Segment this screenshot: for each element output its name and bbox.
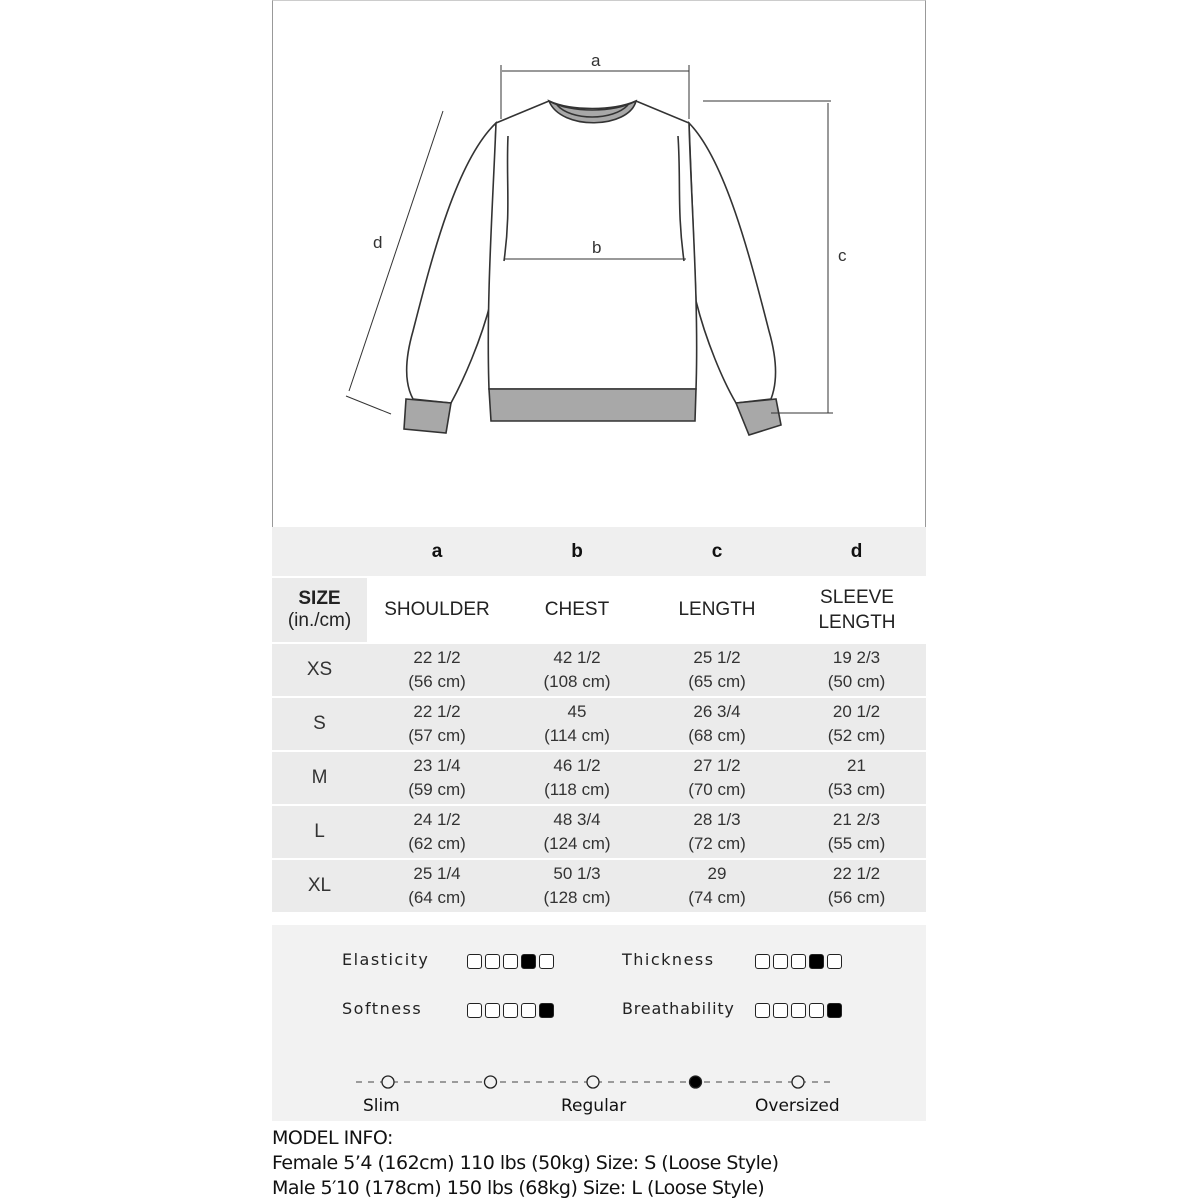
cm-value: (59 cm) xyxy=(408,780,466,799)
col-sleeve-length: SLEEVE LENGTH xyxy=(818,587,896,633)
cm-value: (52 cm) xyxy=(827,726,886,745)
fit-label-slim: Slim xyxy=(363,1096,400,1116)
letter-c: c xyxy=(711,540,723,562)
measure-cell xyxy=(787,644,926,696)
measure-cell xyxy=(647,860,787,912)
measure-cell xyxy=(647,644,787,696)
attr-label-elasticity: Elasticity xyxy=(342,950,430,969)
fit-point xyxy=(382,1076,394,1088)
fit-label-oversized: Oversized xyxy=(755,1096,840,1116)
col-chest: CHEST xyxy=(544,599,610,620)
cm-value: (72 cm) xyxy=(688,834,746,853)
rating-elasticity xyxy=(467,954,554,969)
inch-value: 46 1/2 xyxy=(553,756,601,775)
cm-value: (128 cm) xyxy=(543,888,611,907)
inch-value: 24 1/2 xyxy=(413,810,461,829)
model-info-male: Male 5′10 (178cm) 150 lbs (68kg) Size: L (Loose Style) xyxy=(272,1177,765,1199)
sweater-diagram xyxy=(272,0,926,527)
rating-box-empty xyxy=(503,1003,518,1018)
cm-value: (65 cm) xyxy=(688,672,746,691)
size-cell: L xyxy=(314,821,325,842)
measure-cell xyxy=(507,860,647,912)
inch-value: 25 1/2 xyxy=(693,648,741,667)
cm-value: (74 cm) xyxy=(688,888,746,907)
rating-breathability xyxy=(755,1003,842,1018)
col-length: LENGTH xyxy=(678,599,756,620)
table-row xyxy=(272,644,926,696)
rating-softness xyxy=(467,1003,554,1018)
cm-value: (55 cm) xyxy=(827,834,886,853)
inch-value: 48 3/4 xyxy=(553,810,601,829)
rating-box-empty xyxy=(467,1003,482,1018)
rating-box-empty xyxy=(521,1003,536,1018)
inch-value: 21 2/3 xyxy=(832,810,881,829)
cm-value: (57 cm) xyxy=(408,726,466,745)
rating-box-empty xyxy=(827,954,842,969)
size-cell: XL xyxy=(307,875,332,896)
inch-value: 25 1/4 xyxy=(413,864,461,883)
attr-label-thickness: Thickness xyxy=(622,950,715,969)
cm-value: (62 cm) xyxy=(408,834,466,853)
fit-point xyxy=(587,1076,599,1088)
column-header-row xyxy=(272,578,926,642)
inch-value: 22 1/2 xyxy=(413,702,461,721)
rating-box-empty xyxy=(485,1003,500,1018)
measure-cell xyxy=(787,752,926,804)
measure-cell xyxy=(787,860,926,912)
rating-box-filled xyxy=(539,1003,554,1018)
table-row xyxy=(272,752,926,804)
measure-cell xyxy=(507,806,647,858)
measure-cell xyxy=(787,806,926,858)
size-header xyxy=(272,578,367,642)
inch-value: 29 xyxy=(707,864,727,883)
rating-box-empty xyxy=(467,954,482,969)
measure-cell xyxy=(367,698,507,750)
attr-label-softness: Softness xyxy=(342,999,423,1018)
rating-box-empty xyxy=(755,954,770,969)
letter-b: b xyxy=(571,540,583,562)
measure-cell xyxy=(507,752,647,804)
inch-value: 23 1/4 xyxy=(413,756,461,775)
rating-box-empty xyxy=(539,954,554,969)
cm-value: (70 cm) xyxy=(688,780,746,799)
measure-cell xyxy=(647,698,787,750)
table-row xyxy=(272,860,926,912)
measure-cell xyxy=(507,644,647,696)
table-row xyxy=(272,698,926,750)
inch-value: 28 1/3 xyxy=(693,810,741,829)
measure-cell xyxy=(507,698,647,750)
rating-box-filled xyxy=(809,954,824,969)
model-info xyxy=(272,1126,779,1201)
inch-value: 19 2/3 xyxy=(832,648,881,667)
fit-point xyxy=(792,1076,804,1088)
inch-value: 45 xyxy=(567,702,587,721)
size-cell: M xyxy=(311,767,328,788)
cm-value: (108 cm) xyxy=(543,672,611,691)
cm-value: (53 cm) xyxy=(827,780,886,799)
letter-row xyxy=(272,527,926,576)
fabric-attributes-panel xyxy=(272,925,926,1121)
rating-box-filled xyxy=(827,1003,842,1018)
col-shoulder: SHOULDER xyxy=(384,599,490,620)
inch-value: 21 xyxy=(847,756,866,775)
dim-label-b: b xyxy=(592,238,602,257)
rating-thickness xyxy=(755,954,842,969)
size-table xyxy=(272,527,926,914)
measure-cell xyxy=(647,806,787,858)
size-cell: XS xyxy=(306,659,333,680)
unit-label: (in./cm) xyxy=(287,610,352,631)
measure-cell xyxy=(647,752,787,804)
cm-value: (56 cm) xyxy=(408,672,466,691)
inch-value: 22 1/2 xyxy=(832,864,881,883)
rating-box-empty xyxy=(773,1003,788,1018)
measure-cell xyxy=(367,752,507,804)
rating-box-filled xyxy=(521,954,536,969)
letter-a: a xyxy=(431,540,443,562)
measure-cell xyxy=(367,644,507,696)
model-info-title: MODEL INFO: xyxy=(272,1127,393,1149)
size-cell: S xyxy=(313,713,326,734)
letter-d: d xyxy=(850,540,863,562)
cm-value: (114 cm) xyxy=(544,726,610,745)
measure-cell xyxy=(367,860,507,912)
dim-label-d: d xyxy=(373,233,383,252)
measure-cell xyxy=(367,806,507,858)
rating-box-empty xyxy=(773,954,788,969)
rating-box-empty xyxy=(791,954,806,969)
fit-point xyxy=(485,1076,497,1088)
inch-value: 27 1/2 xyxy=(693,756,741,775)
dim-label-a: a xyxy=(591,51,601,70)
fit-point-selected xyxy=(690,1076,702,1088)
rating-box-empty xyxy=(791,1003,806,1018)
inch-value: 26 3/4 xyxy=(693,702,741,721)
rating-box-empty xyxy=(809,1003,824,1018)
rating-box-empty xyxy=(755,1003,770,1018)
size-label: SIZE xyxy=(298,588,341,609)
cm-value: (68 cm) xyxy=(688,726,746,745)
cm-value: (118 cm) xyxy=(544,780,610,799)
inch-value: 22 1/2 xyxy=(413,648,461,667)
sweater-illustration xyxy=(1,1,1200,528)
attr-label-breathability: Breathability xyxy=(622,999,735,1018)
cm-value: (64 cm) xyxy=(408,888,466,907)
rating-box-empty xyxy=(485,954,500,969)
model-info-female: Female 5’4 (162cm) 110 lbs (50kg) Size: S (Loose Style) xyxy=(272,1152,779,1174)
cm-value: (50 cm) xyxy=(827,672,886,691)
dim-label-c: c xyxy=(838,246,847,265)
fit-scale xyxy=(272,1067,926,1097)
rating-box-empty xyxy=(503,954,518,969)
fit-label-regular: Regular xyxy=(561,1096,627,1116)
inch-value: 42 1/2 xyxy=(553,648,601,667)
inch-value: 20 1/2 xyxy=(832,702,881,721)
cm-value: (124 cm) xyxy=(543,834,611,853)
cm-value: (56 cm) xyxy=(827,888,886,907)
inch-value: 50 1/3 xyxy=(553,864,601,883)
table-row xyxy=(272,806,926,858)
measure-cell xyxy=(787,698,926,750)
